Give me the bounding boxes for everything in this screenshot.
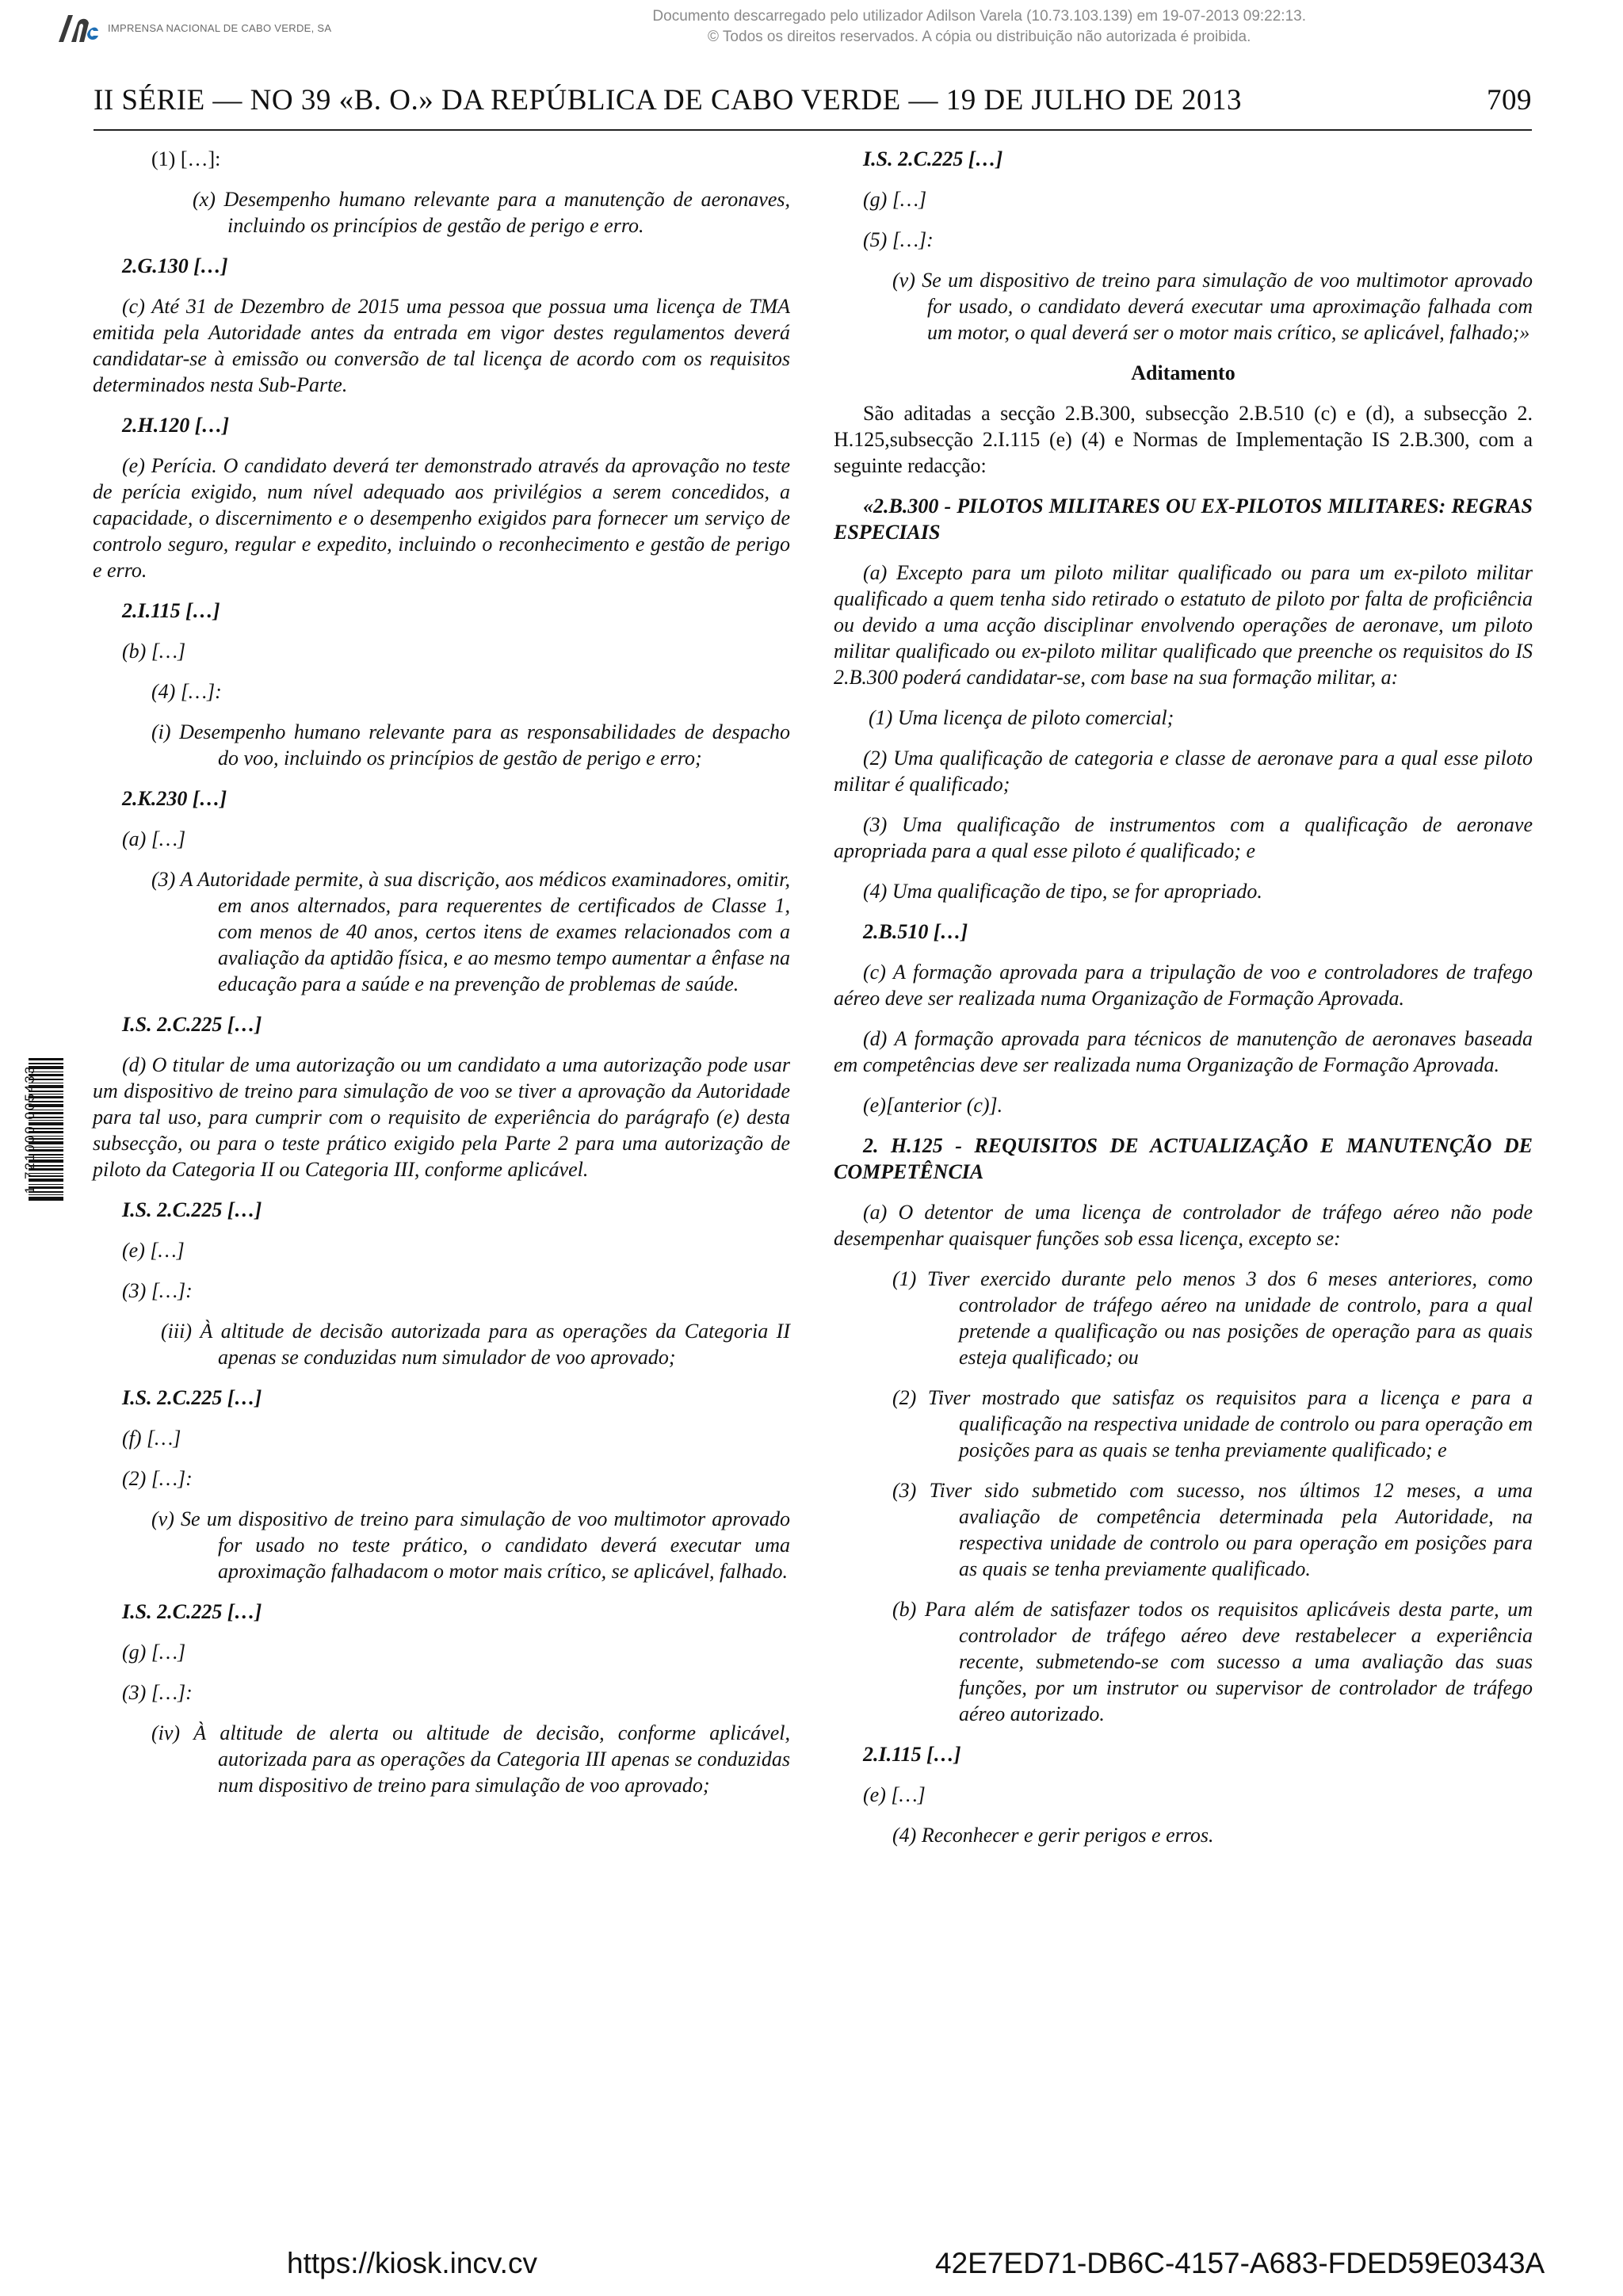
paragraph: (e) Perícia. O candidato deverá ter demonstrado através da aprovação no teste de perícia exigido, num nível adequado aos privilégios a serem concedidos, a capacidade, o discernimento e o desempenho exigidos para fornecer um serviço de controlo seguro, regular e expedito, incluindo o reconhecimento e gestão de perigo e erro. xyxy=(93,454,790,582)
paragraph: (1) Tiver exercido durante pelo menos 3 dos 6 meses anteriores, como controlador de tráfego aéreo na unidade de controlo, para a qual pretende a qualificação ou nas posições de operação para as quais esteja qualificado; ou xyxy=(892,1267,1533,1369)
paragraph: (1) […]: xyxy=(151,147,221,170)
paragraph: (2) Uma qualificação de categoria e classe de aeronave para a qual esse piloto militar é qualificado; xyxy=(834,747,1533,796)
paragraph: (3) […]: xyxy=(122,1279,193,1302)
download-notice-line2: © Todos os direitos reservados. A cópia ou distribuição não autorizada é proibida. xyxy=(708,29,1251,45)
paragraph: (3) […]: xyxy=(122,1681,193,1704)
section-heading: 2. H.125 - REQUISITOS DE ACTUALIZAÇÃO E MANUTENÇÃO DE COMPETÊNCIA xyxy=(834,1134,1533,1183)
download-notice-line1: Documento descarregado pelo utilizador Adilson Varela (10.73.103.139) em 19-07-2013 09:22:13. xyxy=(652,8,1306,25)
paragraph: (d) O titular de uma autorização ou um candidato a uma autorização pode usar um dispositivo de treino para simulação de voo se tiver a aprovação da Autoridade para tal uso, para cumprir com o requisito de experiência do parágrafo (e) desta subsecção, ou para o teste prático exigido pela Parte 2 para uma autorização de piloto da Categoria II ou Categoria III, conforme aplicável. xyxy=(93,1053,790,1181)
logo xyxy=(55,8,357,48)
running-head xyxy=(94,83,1532,123)
paragraph: (e)[anterior (c)]. xyxy=(863,1094,1003,1117)
section-heading: «2.B.300 - PILOTOS MILITARES OU EX-PILOTOS MILITARES: REGRAS ESPECIAIS xyxy=(834,495,1533,544)
section-heading: I.S. 2.C.225 […] xyxy=(122,1386,262,1409)
section-heading: 2.K.230 […] xyxy=(122,787,227,810)
paragraph: (g) […] xyxy=(122,1641,186,1664)
header-rule xyxy=(94,129,1532,131)
paragraph: (c) A formação aprovada para a tripulação de voo e controladores de trafego aéreo deve ser realizada numa Organização de Formação Aprovada. xyxy=(834,961,1533,1010)
paragraph: (a) Excepto para um piloto militar qualificado ou para um ex-piloto militar qualificado a quem tenha sido retirado o estatuto de piloto por falta de proficiência ou devido a uma acção disciplinar envolvendo operações de aeronave, um piloto militar qualificado ou ex-piloto militar qualificado que preenche os requisitos do IS 2.B.300 poderá candidatar-se, com base na sua formação militar, a: xyxy=(834,561,1533,689)
paragraph: (v) Se um dispositivo de treino para simulação de voo multimotor aprovado for usado, o candidato deverá executar uma aproximação falhada com um motor, o qual deverá ser o motor mais crítico, se aplicável, falhado;» xyxy=(892,269,1533,344)
section-title: Aditamento xyxy=(1131,361,1235,384)
footer-url[interactable]: https://kiosk.incv.cv xyxy=(287,2247,537,2279)
page-number: 709 xyxy=(1487,84,1532,117)
paragraph: (c) Até 31 de Dezembro de 2015 uma pessoa que possua uma licença de TMA emitida pela Autoridade antes da entrada em vigor destes regulamentos deverá candidatar-se à emissão ou conversão de tal licença de acordo com os requisitos determinados nesta Sub-Parte. xyxy=(93,295,790,396)
right-column xyxy=(834,135,1533,1848)
paragraph: (x) Desempenho humano relevante para a manutenção de aeronaves, incluindo os princípios de gestão de perigo e erro. xyxy=(193,188,790,237)
paragraph: (a) O detentor de uma licença de controlador de tráfego aéreo não pode desempenhar quaisquer funções sob essa licença, excepto se: xyxy=(834,1201,1533,1250)
paragraph: (4) Uma qualificação de tipo, se for apropriado. xyxy=(863,880,1262,903)
paragraph: (5) […]: xyxy=(863,228,934,251)
paragraph: (2) […]: xyxy=(122,1467,193,1490)
paragraph: (iv) À altitude de alerta ou altitude de decisão, conforme aplicável, autorizada para as operações da Categoria III apenas se conduzidas num dispositivo de treino para simulação de voo aprovado; xyxy=(151,1721,790,1797)
footer-document-id: 42E7ED71-DB6C-4157-A683-FDED59E0343A xyxy=(935,2247,1545,2279)
left-column xyxy=(93,135,790,1798)
section-heading: I.S. 2.C.225 […] xyxy=(122,1198,262,1221)
paragraph: (v) Se um dispositivo de treino para simulação de voo multimotor aprovado for usado no teste prático, o candidato deverá executar uma aproximação falhadacom o motor mais crítico, se aplicável, falhado. xyxy=(151,1507,790,1583)
section-heading: 2.G.130 […] xyxy=(122,254,228,277)
paragraph: (iii) À altitude de decisão autorizada para as operações da Categoria II apenas se conduzidas num simulador de voo aprovado; xyxy=(161,1320,790,1369)
paragraph: (b) […] xyxy=(122,640,186,663)
incv-logo-icon xyxy=(55,10,100,45)
paragraph: (1) Uma licença de piloto comercial; xyxy=(869,706,1174,729)
section-heading: 2.I.115 […] xyxy=(122,599,220,622)
running-head-title: II SÉRIE — NO 39 «B. O.» DA REPÚBLICA DE CABO VERDE — 19 DE JULHO DE 2013 xyxy=(94,84,1243,117)
section-heading: 2.B.510 […] xyxy=(863,920,968,943)
paragraph: São aditadas a secção 2.B.300, subsecção 2.B.510 (c) e (d), a subsecção 2. H.125,subsecção 2.I.115 (e) (4) e Normas de Implementação IS 2.B.300, com a seguinte redacção: xyxy=(834,402,1533,477)
logo-text: IMPRENSA NACIONAL DE CABO VERDE, SA xyxy=(108,21,332,34)
section-heading: 2.H.120 […] xyxy=(122,414,230,437)
section-heading: 2.I.115 […] xyxy=(863,1743,961,1766)
paragraph: (b) Para além de satisfazer todos os requisitos aplicáveis desta parte, um controlador de tráfego aéreo deve restabelecer a experiência recente, submetendo-se com sucesso a uma avaliação das suas funções, por um instrutor ou supervisor de controlador de tráfego aéreo autorizado. xyxy=(892,1598,1533,1725)
paragraph: (g) […] xyxy=(863,188,927,211)
paragraph: (4) […]: xyxy=(151,680,222,703)
section-heading: I.S. 2.C.225 […] xyxy=(863,147,1003,170)
barcode-number: 1 721000 005433 xyxy=(22,1064,37,1194)
paragraph: (f) […] xyxy=(122,1427,181,1450)
paragraph: (e) […] xyxy=(122,1239,185,1262)
top-bar xyxy=(0,0,1623,55)
paragraph: (i) Desempenho humano relevante para as responsabilidades de despacho do voo, incluindo os princípios de gestão de perigo e erro; xyxy=(151,720,790,770)
paragraph: (2) Tiver mostrado que satisfaz os requisitos para a licença e para a qualificação na respectiva unidade de controlo ou para operação em posições para as quais se tenha previamente qualificado; e xyxy=(892,1386,1533,1461)
section-heading: I.S. 2.C.225 […] xyxy=(122,1600,262,1623)
paragraph: (4) Reconhecer e gerir perigos e erros. xyxy=(892,1824,1214,1847)
paragraph: (3) A Autoridade permite, à sua discrição, aos médicos examinadores, omitir, em anos alternados, para requerentes de certificados de Classe 1, com menos de 40 anos, certos itens de exames relacionados com a avaliação da aptidão física, e ao mesmo tempo aumentar a ênfase na educação para a saúde e na prevenção de problemas de saúde. xyxy=(151,868,790,995)
section-heading: I.S. 2.C.225 […] xyxy=(122,1013,262,1036)
paragraph: (3) Tiver sido submetido com sucesso, nos últimos 12 meses, a uma avaliação de competência determinada pela Autoridade, na respectiva unidade de controlo ou para operação em posições para as quais se tenha previamente qualificado. xyxy=(892,1479,1533,1580)
paragraph: (3) Uma qualificação de instrumentos com a qualificação de aeronave apropriada para a qual esse piloto é qualificado; e xyxy=(834,813,1533,862)
paragraph: (a) […] xyxy=(122,827,186,850)
paragraph: (e) […] xyxy=(863,1783,926,1806)
paragraph: (d) A formação aprovada para técnicos de manutenção de aeronaves baseada em competências deve ser realizada numa Organização de Formação Aprovada. xyxy=(834,1027,1533,1076)
download-notice xyxy=(652,6,1306,48)
